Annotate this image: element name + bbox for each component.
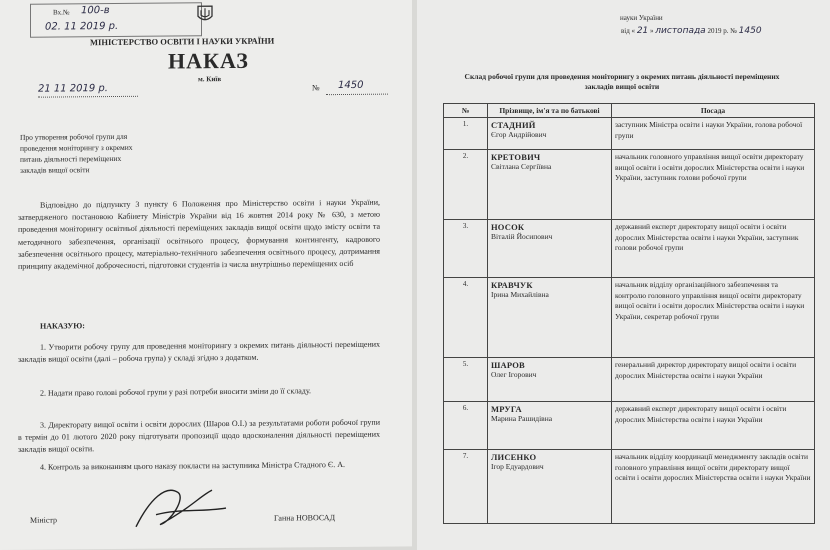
row-given-name: Марина Рашидівна <box>491 414 553 423</box>
order-word: НАКАЗУЮ: <box>40 321 85 331</box>
order-subject <box>20 131 133 176</box>
subject-line: питань діяльності переміщених <box>20 153 122 164</box>
row-given-name: Ірина Михайлівна <box>491 290 549 299</box>
order-date: 21 11 2019 р. <box>38 83 108 95</box>
stamp-in-number: 100-в <box>81 5 110 17</box>
order-item-3: 3. Директорату вищої освіти і освіти дорослих (Шаров О.І.) за результатами роботи робочої групи в термін до 01 лютого 2020 року підготувати пропозиції щодо вдосконалення діяльності переміщених закладів вищої освіти. <box>18 417 380 455</box>
working-group-table <box>443 103 815 524</box>
approval-line-1: науки України <box>620 14 663 22</box>
row-number: 2. <box>444 150 488 220</box>
order-item-4: 4. Контроль за виконанням цього наказу покласти на заступника Міністра Стадного Є. А. <box>40 459 345 472</box>
row-position: генеральний директор директорату вищої освіти і освіти дорослих Міністерства освіти і науки України <box>612 358 815 402</box>
signature <box>130 478 230 535</box>
header-number: № <box>444 104 488 118</box>
city: м. Київ <box>198 75 222 84</box>
row-person <box>488 118 612 150</box>
approval-month: листопада <box>655 26 706 36</box>
stamp-date: 02. 11 2019 р. <box>45 20 119 33</box>
row-number: 7. <box>444 450 488 524</box>
approval-line-2: від « 21 » листопада 2019 р. № 1450 <box>621 26 762 36</box>
order-item-2: 2. Надати право голові робочої групи у разі потреби вносити зміни до її складу. <box>40 386 312 398</box>
row-surname: ЛИСЕНКО <box>491 452 537 462</box>
minister-label: Міністр <box>30 515 57 525</box>
row-position: начальник відділу координації менеджменту закладів освіти головного управління вищої освіти директорату вищої освіти і освіти дорослих Міністерства освіти і науки України <box>612 450 815 524</box>
table-row <box>444 358 815 402</box>
row-number: 1. <box>444 118 488 150</box>
subject-line: проведення моніторингу з окремих <box>20 142 133 153</box>
row-person <box>488 358 612 402</box>
stamp-in-label: Вх.№ <box>53 8 70 17</box>
row-number: 5. <box>444 358 488 402</box>
number-label: № <box>312 83 320 93</box>
approval-day: 21 <box>636 26 649 36</box>
row-surname: СТАДНИЙ <box>491 120 536 130</box>
table-row <box>444 150 815 220</box>
row-position: начальник відділу організаційного забезпечення та контролю головного управління вищої освіти директорату вищої освіти і освіти дорослих Міністерства освіти і науки України, секретар робочої групи <box>612 278 815 358</box>
table-row <box>444 450 815 524</box>
row-number: 4. <box>444 278 488 358</box>
table-row <box>444 278 815 358</box>
row-position: начальник головного управління вищої освіти директорату вищої освіти і освіти дорослих Міністерства освіти і науки України, заступник голови робочої групи <box>612 150 815 220</box>
row-person <box>488 220 612 278</box>
header-position: Посада <box>612 104 815 118</box>
approval-number: 1450 <box>738 26 762 36</box>
row-person <box>488 278 612 358</box>
table-row <box>444 220 815 278</box>
table-header-row <box>444 104 815 118</box>
row-person <box>488 150 612 220</box>
row-position: державний експерт директорату вищої освіти і освіти дорослих Міністерства освіти і науки України <box>612 402 815 450</box>
table-row <box>444 402 815 450</box>
row-given-name: Віталій Йосипович <box>491 232 553 241</box>
approval-year: 2019 р. № <box>707 27 737 35</box>
row-position: державний експерт директорату вищої освіти і освіти дорослих Міністерства освіти і науки України, заступник голови робочої групи <box>612 220 815 278</box>
minister-name: Ганна НОВОСАД <box>274 513 336 523</box>
row-position: заступник Міністра освіти і науки України, голова робочої групи <box>612 118 815 150</box>
ministry-name: МІНІСТЕРСТВО ОСВІТИ І НАУКИ УКРАЇНИ <box>90 35 275 48</box>
row-given-name: Єгор Андрійович <box>491 130 547 139</box>
order-item-1: 1. Утворити робочу групу для проведення моніторингу з окремих питань діяльності переміщених закладів вищої освіти (далі – робоча група) у складі згідно з додатком. <box>18 339 380 365</box>
row-person <box>488 450 612 524</box>
table-row <box>444 118 815 150</box>
appendix-page <box>417 0 830 550</box>
row-surname: ШАРОВ <box>491 360 525 370</box>
document-title: НАКАЗ <box>168 47 249 74</box>
order-page <box>0 0 412 550</box>
subject-line: Про утворення робочої групи для <box>20 131 128 142</box>
order-number: 1450 <box>338 79 364 92</box>
row-given-name: Світлана Сергіївна <box>491 162 552 171</box>
number-line <box>326 94 388 96</box>
row-given-name: Ігор Едуардович <box>491 462 544 471</box>
row-surname: КРЕТОВИЧ <box>491 152 541 162</box>
row-surname: НОСОК <box>491 222 525 232</box>
date-line <box>38 96 138 98</box>
row-number: 6. <box>444 402 488 450</box>
row-surname: КРАВЧУК <box>491 280 533 290</box>
incoming-stamp <box>30 2 202 38</box>
table-title: Склад робочої групи для проведення моніторингу з окремих питань діяльності переміщених закладів вищої освіти <box>464 72 780 91</box>
subject-line: закладів вищої освіти <box>20 165 90 175</box>
header-name: Прізвище, ім'я та по батькові <box>488 104 612 118</box>
preamble: Відповідно до підпункту 3 пункту 6 Положення про Міністерство освіти і науки України, затвердженого постановою Кабінету Міністрів України від 16 жовтня 2014 року № 630, з метою проведення моніторингу освітньої діяльності переміщених закладів вищої освіти щодо змісту освіти та методичного забезпечення, організації освітнього процесу, формування контингенту, кадрового забезпечення освітнього процесу, матеріально-технічного забезпечення освітнього процесу, дотримання принципу академічної доброчесності, підготовки студентів із числа внутрішньо переміщених осіб <box>18 197 380 271</box>
row-given-name: Олег Ігорович <box>491 370 537 379</box>
row-number: 3. <box>444 220 488 278</box>
row-person <box>488 402 612 450</box>
row-surname: МРУГА <box>491 404 522 414</box>
approval-prefix: від « <box>621 27 636 35</box>
coat-of-arms-icon <box>196 4 214 24</box>
